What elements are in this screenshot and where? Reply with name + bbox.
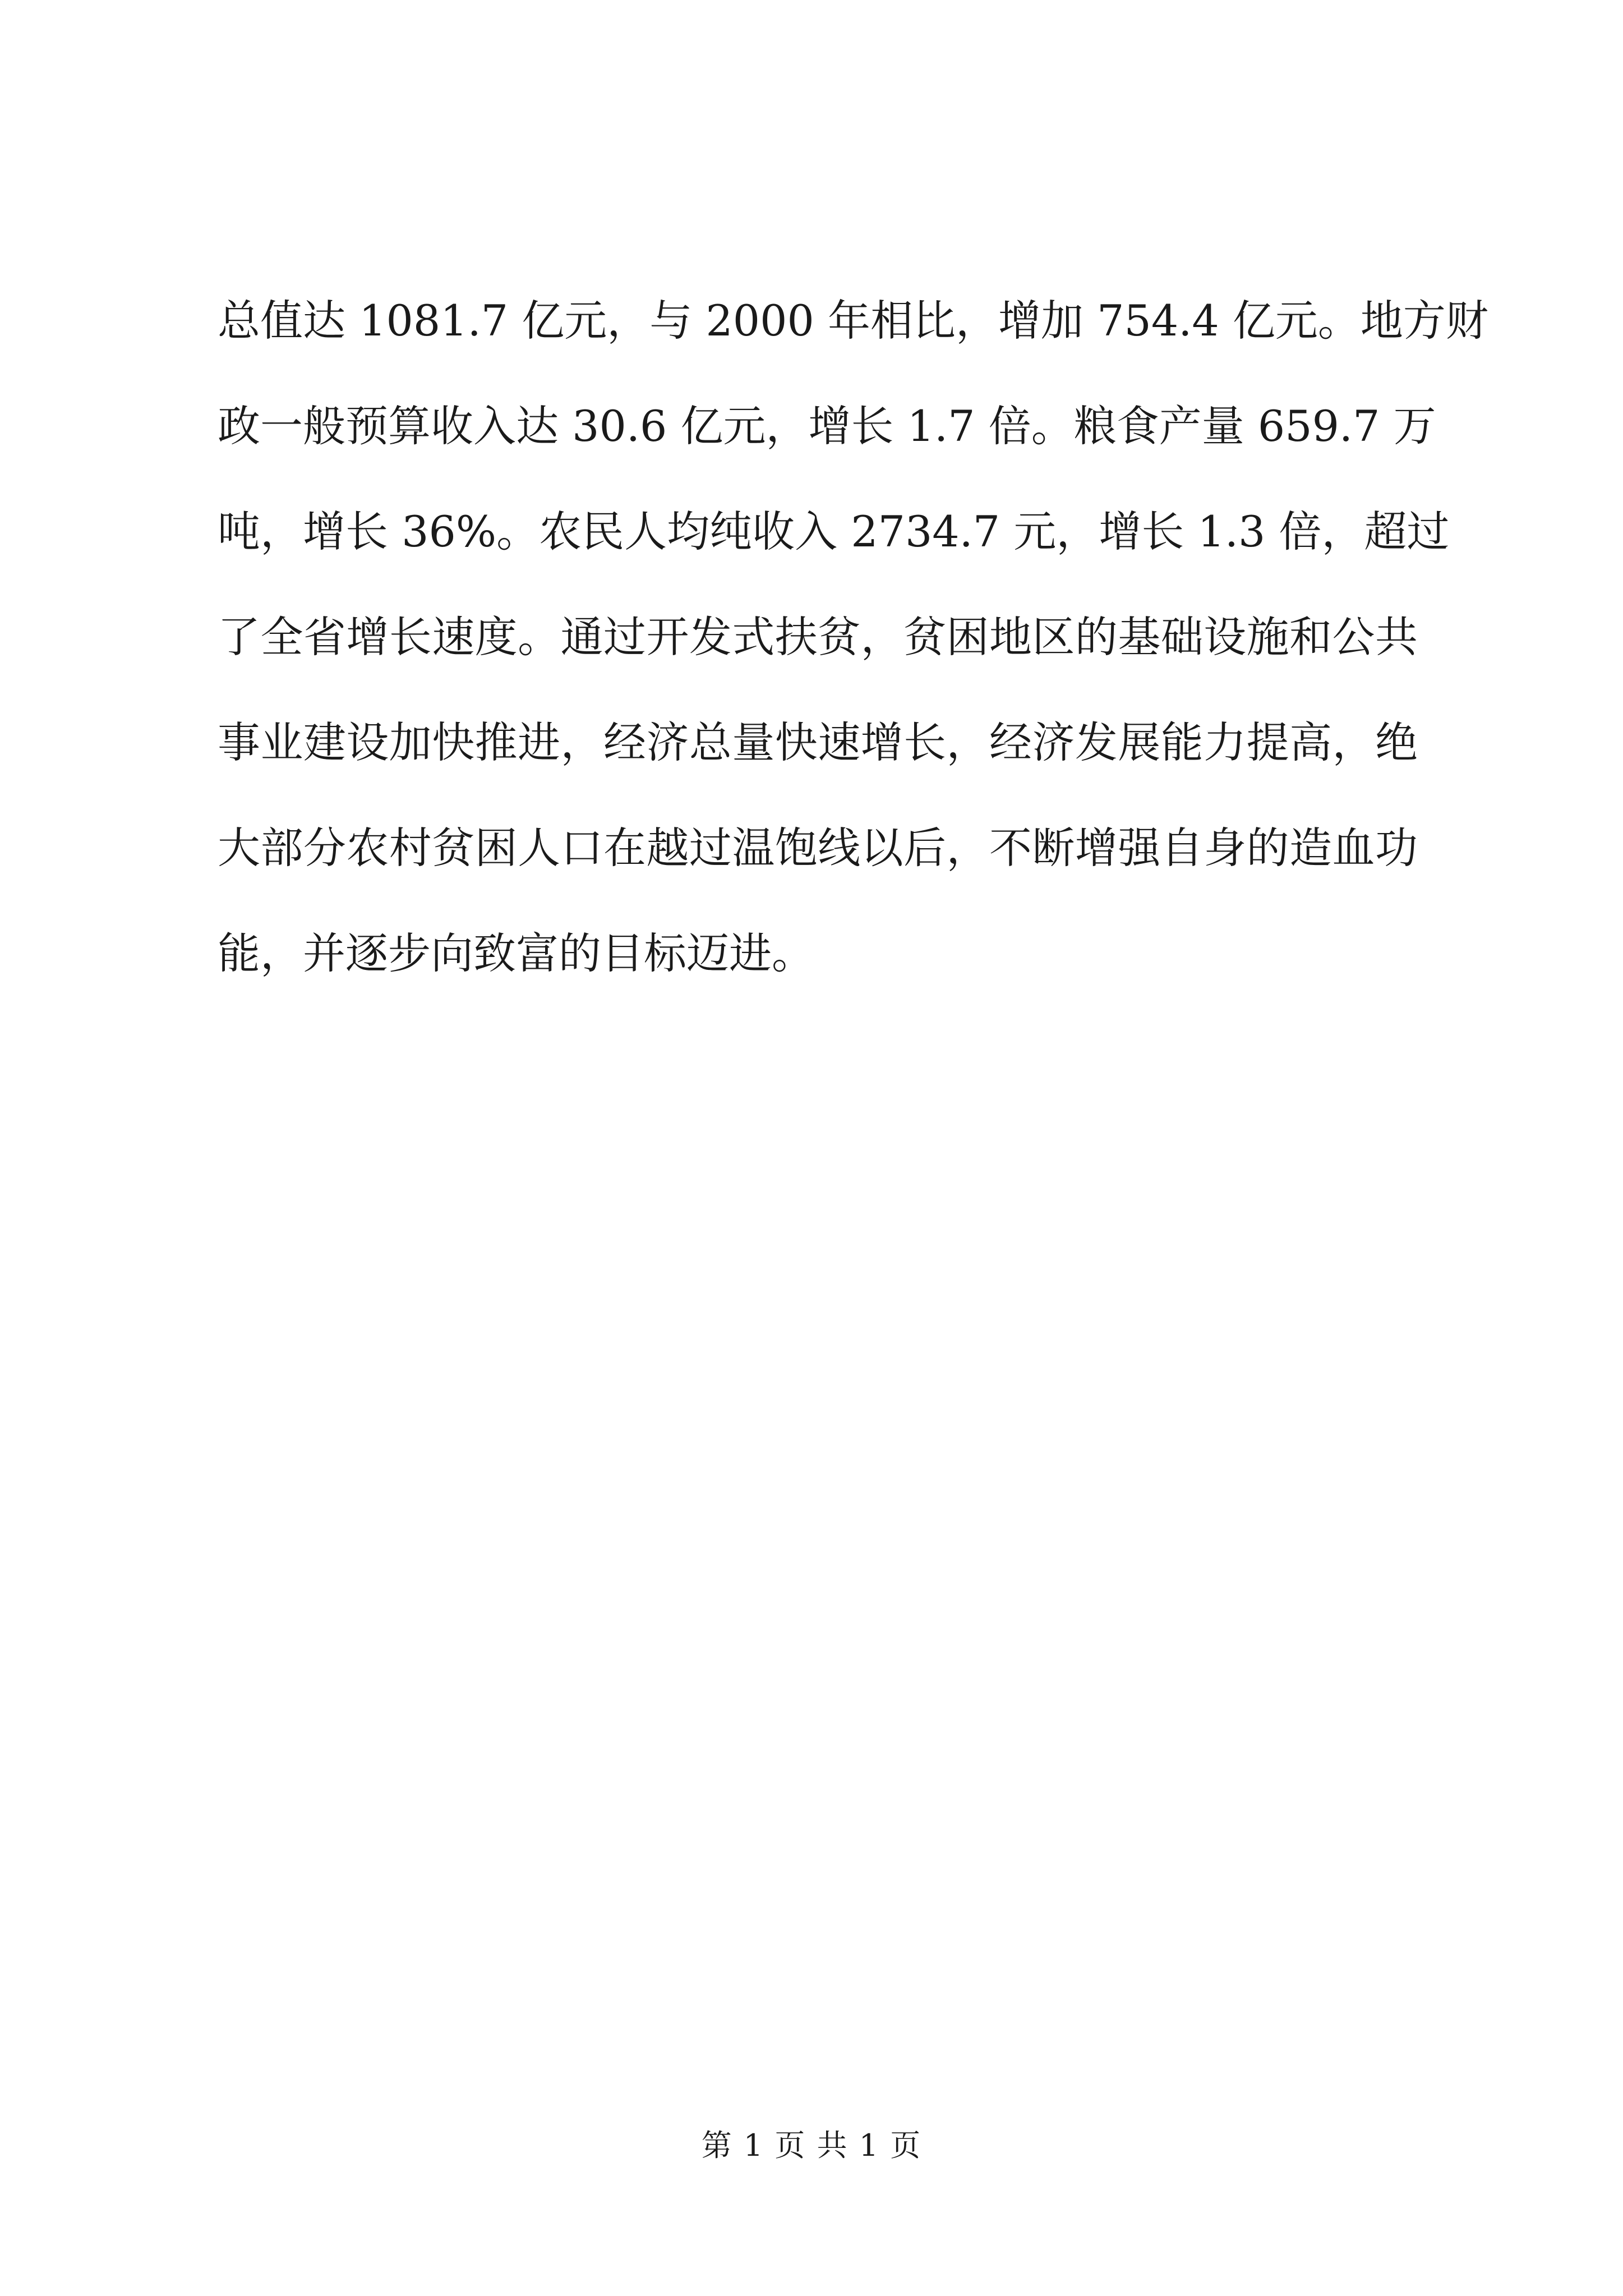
paragraph-line: 总值达 1081.7 亿元，与 2000 年相比，增加 754.4 亿元。地方财 [218, 296, 1488, 346]
paragraph-line: 事业建设加快推进，经济总量快速增长，经济发展能力提高，绝 [218, 717, 1418, 767]
page-number-footer: 第 1 页 共 1 页 [701, 2128, 922, 2163]
paragraph-line: 大部分农村贫困人口在越过温饱线以后，不断增强自身的造血功 [218, 823, 1418, 873]
body-paragraph [218, 268, 1488, 1006]
paragraph-line: 能，并逐步向致富的目标迈进。 [218, 928, 814, 978]
paragraph-line: 了全省增长速度。通过开发式扶贫，贫困地区的基础设施和公共 [218, 612, 1418, 662]
paragraph-line: 政一般预算收入达 30.6 亿元，增长 1.7 倍。粮食产量 659.7 万 [218, 401, 1436, 451]
paragraph-line: 吨，增长 36%。农民人均纯收入 2734.7 元，增长 1.3 倍，超过 [218, 507, 1450, 556]
